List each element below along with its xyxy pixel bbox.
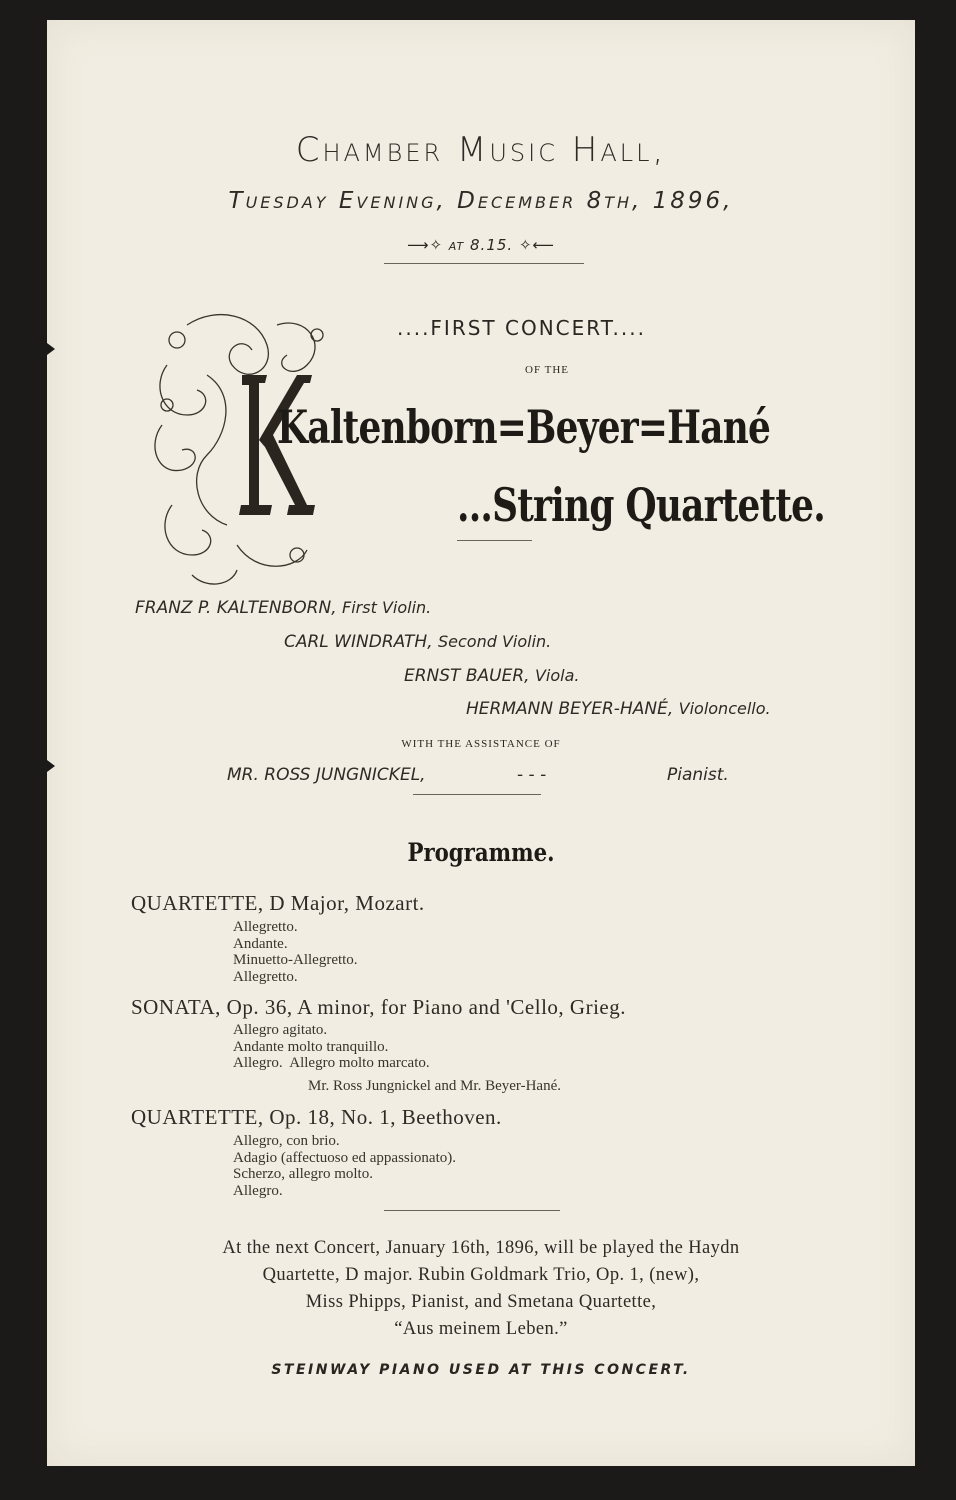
member-role: Viola. xyxy=(534,666,580,685)
assistant-name: MR. ROSS JUNGNICKEL, xyxy=(227,765,426,785)
notice-line: “Aus meinem Leben.” xyxy=(394,1319,568,1339)
movement: Allegro, con brio. xyxy=(233,1133,340,1149)
flourish-right-icon: ✧⟵ xyxy=(513,236,556,254)
movement: Allegro agitato. xyxy=(233,1022,328,1038)
divider-1 xyxy=(384,263,584,264)
divider-3 xyxy=(413,794,541,795)
movement-list xyxy=(233,1133,456,1199)
quartette-name-line1: Kaltenborn=Beyer=Hané xyxy=(277,400,771,454)
movement: Andante. xyxy=(233,935,288,952)
movement: Scherzo, allegro molto. xyxy=(233,1166,373,1182)
movement: Allegretto. xyxy=(233,968,298,985)
first-concert: ....FIRST CONCERT.... xyxy=(397,316,646,340)
programme-page xyxy=(47,20,915,1466)
assistance-label: WITH THE ASSISTANCE OF xyxy=(401,738,561,750)
member-role: First Violin. xyxy=(342,598,432,617)
next-concert-notice xyxy=(47,1235,915,1343)
piece-title: QUARTETTE, Op. 18, No. 1, Beethoven. xyxy=(131,1105,502,1129)
member-role: Violoncello. xyxy=(678,699,771,718)
movement: Allegro. xyxy=(233,1182,283,1199)
member-name: FRANZ P. KALTENBORN, xyxy=(135,598,337,618)
movement: Andante molto tranquillo. xyxy=(233,1038,389,1055)
member-row xyxy=(135,598,431,618)
notice-line: Quartette, D major. Rubin Goldmark Trio, Op. 1, (new), xyxy=(262,1265,700,1285)
divider-4 xyxy=(384,1210,560,1211)
movement: Minuetto-Allegretto. xyxy=(233,952,358,968)
programme-heading: Programme. xyxy=(407,838,555,867)
movement: Allegretto. xyxy=(233,919,298,935)
movement-list xyxy=(233,1022,430,1072)
concert-time-line xyxy=(47,236,915,254)
member-row xyxy=(284,632,551,652)
concert-time: at 8.15. xyxy=(448,236,514,254)
assistant-dashes: - - - xyxy=(517,765,547,785)
member-row xyxy=(404,666,579,686)
concert-date: Tuesday Evening, December 8th, 1896, xyxy=(228,188,734,214)
steinway-notice: STEINWAY PIANO USED AT THIS CONCERT. xyxy=(271,1362,691,1378)
divider-2 xyxy=(457,540,532,541)
member-name: ERNST BAUER, xyxy=(404,666,530,686)
piece-title: SONATA, Op. 36, A minor, for Piano and 'Cello, Grieg. xyxy=(131,995,626,1019)
edge-notch xyxy=(47,343,55,355)
movement-list xyxy=(233,919,358,985)
quartette-name-line2: ...String Quartette. xyxy=(457,478,825,532)
member-name: HERMANN BEYER-HANÉ, xyxy=(466,699,674,719)
assistant-role: Pianist. xyxy=(667,765,729,785)
notice-line: At the next Concert, January 16th, 1896, will be played the Haydn xyxy=(222,1238,740,1258)
movement: Allegro. Allegro molto marcato. xyxy=(233,1055,430,1071)
hall-title: Chamber Music Hall, xyxy=(295,130,667,170)
notice-line: Miss Phipps, Pianist, and Smetana Quartette, xyxy=(305,1292,657,1312)
flourish-left-icon: ⟶✧ xyxy=(406,236,449,254)
performers: Mr. Ross Jungnickel and Mr. Beyer-Hané. xyxy=(308,1078,561,1094)
movement: Adagio (affectuoso ed appassionato). xyxy=(233,1149,456,1166)
member-row xyxy=(466,699,771,719)
piece-title: QUARTETTE, D Major, Mozart. xyxy=(131,891,425,915)
member-name: CARL WINDRATH, xyxy=(284,632,433,652)
of-the-label: OF THE xyxy=(525,364,569,376)
edge-notch xyxy=(47,760,55,772)
member-role: Second Violin. xyxy=(438,632,552,651)
